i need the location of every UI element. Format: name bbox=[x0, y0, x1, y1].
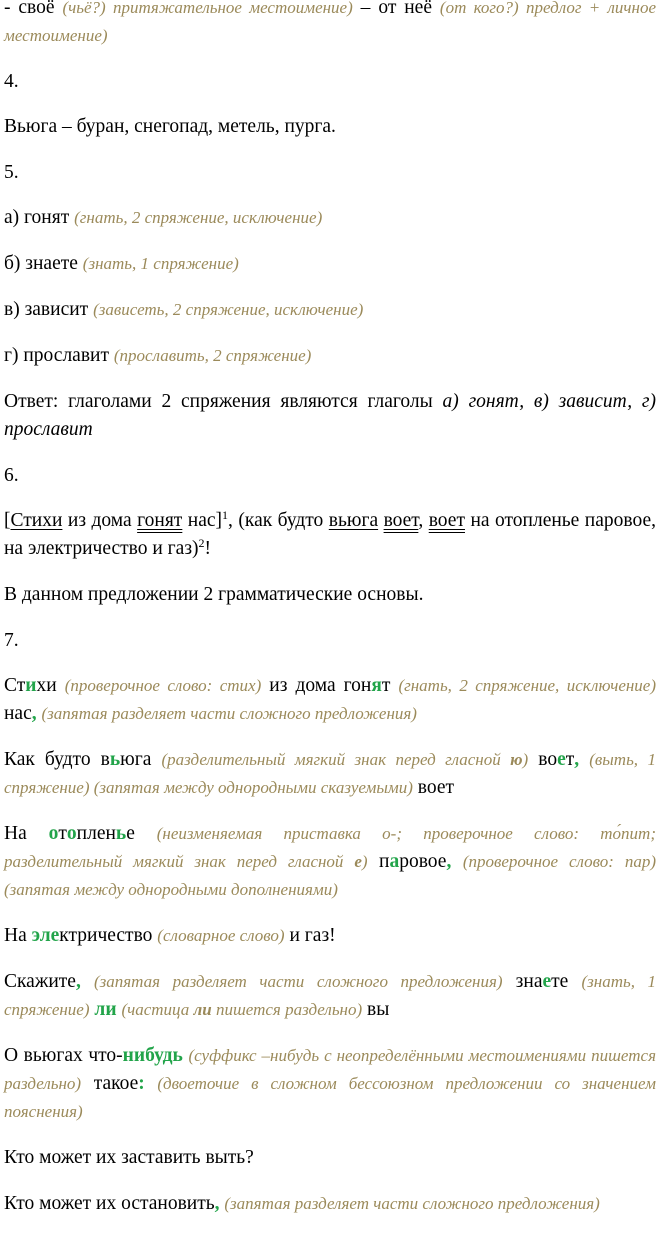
note-letter: ли bbox=[193, 1000, 212, 1019]
verb-item-b bbox=[4, 250, 656, 278]
verb-item-c bbox=[4, 296, 656, 324]
note-text: (разделительный мягкий знак перед гласной bbox=[161, 750, 511, 769]
note: (запятая разделяет части сложного предложения) bbox=[41, 704, 417, 723]
text bbox=[81, 971, 94, 992]
orthography-line-5 bbox=[4, 968, 656, 1024]
text: , bbox=[418, 510, 429, 531]
text: из дома bbox=[62, 510, 138, 531]
highlight-punct: , bbox=[446, 851, 452, 872]
text: - своё bbox=[4, 0, 63, 18]
text: Ст bbox=[4, 675, 26, 696]
section-number-6: 6. bbox=[4, 465, 19, 486]
text bbox=[145, 1073, 158, 1094]
note-text: ) bbox=[522, 750, 529, 769]
text: п bbox=[367, 851, 390, 872]
note: (суффикс –нибудь с неопределёнными местоимениями пишется раздельно) bbox=[4, 1046, 656, 1093]
answer-paragraph bbox=[4, 388, 656, 444]
highlight-punct: : bbox=[138, 1073, 145, 1094]
note-text: (неизменяемая приставка о-; проверочное слово: то́пит; разделительный мягкий знак перед гласной bbox=[4, 824, 656, 871]
highlight-letter: ь bbox=[115, 823, 127, 844]
text: Как будто в bbox=[4, 749, 110, 770]
answer-verbs: а) гонят, в) зависит, г) прославит bbox=[4, 391, 657, 440]
note-text: пишется раздельно) bbox=[211, 1000, 363, 1019]
note: (от кого?) предлог + личное местоимение) bbox=[4, 0, 657, 45]
text: хи bbox=[36, 675, 65, 696]
clause-index-1: 1 bbox=[222, 508, 229, 522]
text: во bbox=[528, 749, 558, 770]
subject: Стихи bbox=[10, 510, 63, 531]
text: те bbox=[551, 971, 582, 992]
text: такое bbox=[81, 1073, 139, 1094]
pronoun-analysis-paragraph bbox=[4, 0, 656, 50]
highlight-letter: о bbox=[66, 823, 77, 844]
text: ровое bbox=[399, 851, 447, 872]
text: На bbox=[4, 823, 49, 844]
section-number-5: 5. bbox=[4, 162, 19, 183]
verb: г) прославит bbox=[4, 345, 109, 366]
verb: а) гонят bbox=[4, 207, 70, 228]
note: (проверочное слово: стих) bbox=[64, 676, 262, 695]
bracket: [ bbox=[4, 510, 11, 531]
text: юга bbox=[120, 749, 162, 770]
text: О вьюгах что- bbox=[4, 1045, 123, 1066]
orthography-line-7: Кто может их заставить выть? bbox=[4, 1147, 254, 1168]
predicate: воет bbox=[383, 510, 419, 531]
text: вы bbox=[362, 999, 390, 1020]
note-letter: ю bbox=[510, 750, 523, 769]
highlight-letter: и bbox=[25, 675, 37, 696]
highlight-letter: е bbox=[542, 971, 552, 992]
note: (прославить, 2 спряжение) bbox=[113, 346, 312, 365]
text bbox=[579, 749, 589, 770]
highlight-particle: ли bbox=[94, 999, 117, 1020]
text: воет bbox=[412, 777, 455, 798]
text: Скажите bbox=[4, 971, 76, 992]
note bbox=[121, 1000, 362, 1019]
text: На bbox=[4, 925, 32, 946]
text: плен bbox=[76, 823, 116, 844]
text: , (как будто bbox=[228, 510, 329, 531]
highlight-letter: е bbox=[557, 749, 566, 770]
note: (гнать, 2 спряжение, исключение) bbox=[398, 676, 656, 695]
section-number-7: 7. bbox=[4, 630, 19, 651]
predicate: воет bbox=[428, 510, 465, 531]
clause-index-2: 2 bbox=[198, 536, 205, 550]
note: (выть, 1 спряжение) (запятая между однородными сказуемыми) bbox=[4, 750, 656, 797]
note: (знать, 1 спряжение) bbox=[82, 254, 239, 273]
text: ! bbox=[204, 538, 212, 559]
verb: б) знаете bbox=[4, 253, 78, 274]
text: нас bbox=[4, 703, 32, 724]
highlight-letter: о bbox=[48, 823, 59, 844]
note: (словарное слово) bbox=[157, 926, 285, 945]
answer-text: Ответ: глаголами 2 спряжения являются глаголы bbox=[4, 391, 443, 412]
highlight-suffix: нибудь bbox=[122, 1045, 183, 1066]
note: (зависеть, 2 спряжение, исключение) bbox=[93, 300, 364, 319]
note: (чьё?) притяжательное местоимение) bbox=[62, 0, 353, 17]
text: – от неё bbox=[352, 0, 440, 18]
note-letter: е bbox=[354, 852, 362, 871]
note: (гнать, 2 спряжение, исключение) bbox=[74, 208, 323, 227]
note-text: ) bbox=[361, 852, 368, 871]
text: ктричество bbox=[59, 925, 158, 946]
text: т bbox=[58, 823, 67, 844]
highlight-letter: а bbox=[389, 851, 400, 872]
note-text: (частица bbox=[121, 1000, 194, 1019]
orthography-line-6 bbox=[4, 1042, 656, 1126]
highlight-letter: я bbox=[371, 675, 382, 696]
text: из дома гон bbox=[261, 675, 372, 696]
highlight-punct: , bbox=[214, 1193, 220, 1214]
note: (запятая разделяет части сложного предложения) bbox=[93, 972, 503, 991]
text: зна bbox=[502, 971, 543, 992]
orthography-line-1 bbox=[4, 672, 656, 728]
highlight-punct: , bbox=[574, 749, 580, 770]
subject: вьюга bbox=[328, 510, 379, 531]
note: (запятая разделяет части сложного предложения) bbox=[224, 1194, 600, 1213]
text: на отопленье паровое, на электричество и газ) bbox=[4, 510, 656, 559]
predicate: гонят bbox=[137, 510, 183, 531]
synonyms-paragraph: Вьюга – буран, снегопад, метель, пурга. bbox=[4, 116, 336, 137]
note: (двоеточие в сложном бессоюзном предложении со значением пояснения) bbox=[4, 1074, 656, 1121]
text: т bbox=[381, 675, 399, 696]
highlight-letter: ь bbox=[109, 749, 121, 770]
summary-paragraph: В данном предложении 2 грамматические основы. bbox=[4, 584, 424, 605]
text: и газ! bbox=[284, 925, 336, 946]
note bbox=[161, 750, 528, 769]
note: (знать, 1 спряжение) bbox=[4, 972, 657, 1019]
text bbox=[451, 851, 463, 872]
text: нас] bbox=[182, 510, 223, 531]
parsed-sentence bbox=[4, 507, 656, 563]
text: Кто может их остановить bbox=[4, 1193, 215, 1214]
orthography-line-3 bbox=[4, 820, 656, 904]
verb-item-a bbox=[4, 204, 656, 232]
highlight-punct: , bbox=[75, 971, 81, 992]
verb: в) зависит bbox=[4, 299, 89, 320]
highlight-punct: , bbox=[31, 703, 37, 724]
text: е bbox=[126, 823, 157, 844]
orthography-line-8 bbox=[4, 1190, 656, 1218]
highlight-letter: эле bbox=[31, 925, 60, 946]
section-number-4: 4. bbox=[4, 71, 19, 92]
verb-item-d bbox=[4, 342, 656, 370]
note: (проверочное слово: пар) (запятая между однородными дополнениями) bbox=[4, 852, 656, 899]
orthography-line-2 bbox=[4, 746, 656, 802]
orthography-line-4 bbox=[4, 922, 656, 950]
text: т bbox=[565, 749, 575, 770]
